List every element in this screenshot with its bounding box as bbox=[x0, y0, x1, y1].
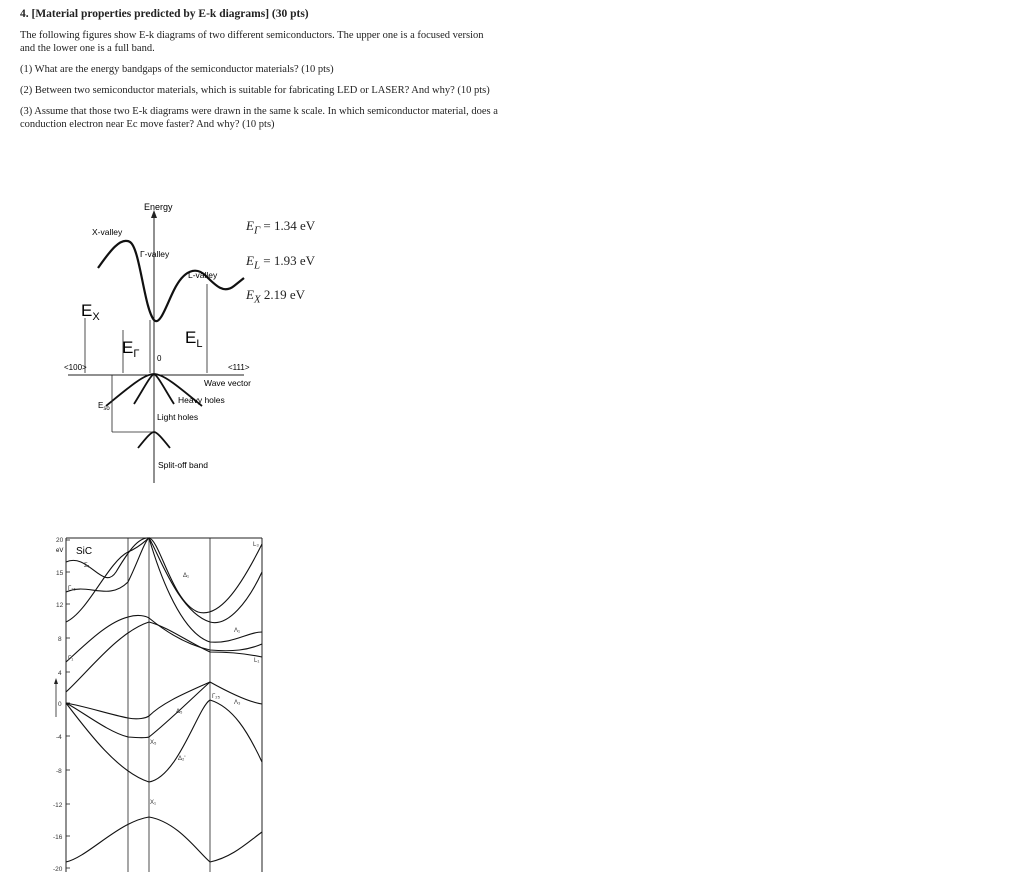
heavy-holes-label: Heavy holes bbox=[178, 395, 225, 405]
svg-text:-12: -12 bbox=[53, 802, 63, 809]
light-holes-label: Light holes bbox=[157, 412, 199, 422]
gamma-valley-label: Γ-valley bbox=[140, 249, 170, 259]
svg-text:-4: -4 bbox=[56, 734, 62, 741]
x-valley-label: X-valley bbox=[92, 227, 123, 237]
wave-vector-label: Wave vector bbox=[204, 378, 251, 388]
material-label: SiC bbox=[76, 546, 93, 557]
direction-111: <111> bbox=[228, 363, 250, 372]
l-valley-label: L-valley bbox=[188, 270, 218, 280]
problem-title: 4. [Material properties predicted by E-k diagrams] (30 pts) bbox=[20, 8, 309, 20]
svg-text:8: 8 bbox=[58, 636, 62, 643]
split-off-label: Split-off band bbox=[158, 460, 208, 470]
unit-label: eV bbox=[56, 548, 64, 554]
energy-l: $E_L = 1.93$ eV bbox=[246, 252, 315, 272]
svg-text:4: 4 bbox=[58, 670, 62, 677]
direction-100: <100> bbox=[64, 363, 87, 372]
y-tick-labels bbox=[53, 537, 64, 872]
sigma1-label: Σ₁ bbox=[84, 563, 90, 569]
delta2-label: Δ₂' bbox=[178, 756, 186, 762]
svg-text:20: 20 bbox=[56, 537, 64, 544]
problem-statement bbox=[20, 8, 500, 139]
gamma1-label: Γ₁ bbox=[68, 656, 74, 662]
svg-text:15: 15 bbox=[56, 570, 64, 577]
ek-diagram-full-band bbox=[48, 532, 268, 872]
el-label: $E_L$ bbox=[185, 328, 203, 350]
gamma15-label: Γ₁₅ bbox=[68, 586, 76, 592]
svg-text:12: 12 bbox=[56, 602, 64, 609]
svg-text:-16: -16 bbox=[53, 834, 63, 841]
energy-values bbox=[246, 211, 315, 315]
eso-label: $E_{so}$ bbox=[98, 401, 110, 412]
gamma25-label: Γ₂₅ bbox=[212, 694, 221, 700]
delta5-label: Δ₅ bbox=[176, 709, 183, 715]
l3-label: L₃ bbox=[253, 542, 259, 548]
question-3: (3) Assume that those two E-k diagrams were drawn in the same k scale. In which semiconductor material, does a conduction electron near Ec move faster? And why? (10 pts) bbox=[20, 106, 498, 130]
energy-gamma: $E_\Gamma = 1.34$ eV bbox=[246, 218, 316, 237]
lambda3-label: Λ₃ bbox=[234, 700, 241, 706]
svg-text:0: 0 bbox=[58, 701, 62, 708]
ek-diagram-focused bbox=[56, 198, 256, 488]
problem-intro: The following figures show E-k diagrams of two different semiconductors. The upper one is a focused version and the lower one is a full band. bbox=[20, 30, 484, 54]
question-1: (1) What are the energy bandgaps of the semiconductor materials? (10 pts) bbox=[20, 64, 334, 75]
x5-label: X₅ bbox=[150, 740, 157, 746]
l1-label: L₁ bbox=[254, 658, 260, 664]
zero-label: 0 bbox=[157, 354, 162, 363]
egamma-label: $E_\Gamma$ bbox=[122, 338, 140, 360]
energy-axis-label: Energy bbox=[144, 202, 173, 212]
svg-text:-20: -20 bbox=[53, 866, 63, 872]
lambda1-label: Λ₁ bbox=[234, 628, 241, 634]
energy-x: $E_X$ 2.19 eV bbox=[246, 287, 305, 306]
delta1-label: Δ₁ bbox=[183, 573, 190, 579]
question-2: (2) Between two semiconductor materials, which is suitable for fabricating LED or LASER? And why? (10 pts) bbox=[20, 85, 490, 96]
ex-label: $E_X$ bbox=[81, 301, 100, 323]
x1-label: X₁ bbox=[150, 800, 157, 806]
svg-text:-8: -8 bbox=[56, 768, 62, 775]
